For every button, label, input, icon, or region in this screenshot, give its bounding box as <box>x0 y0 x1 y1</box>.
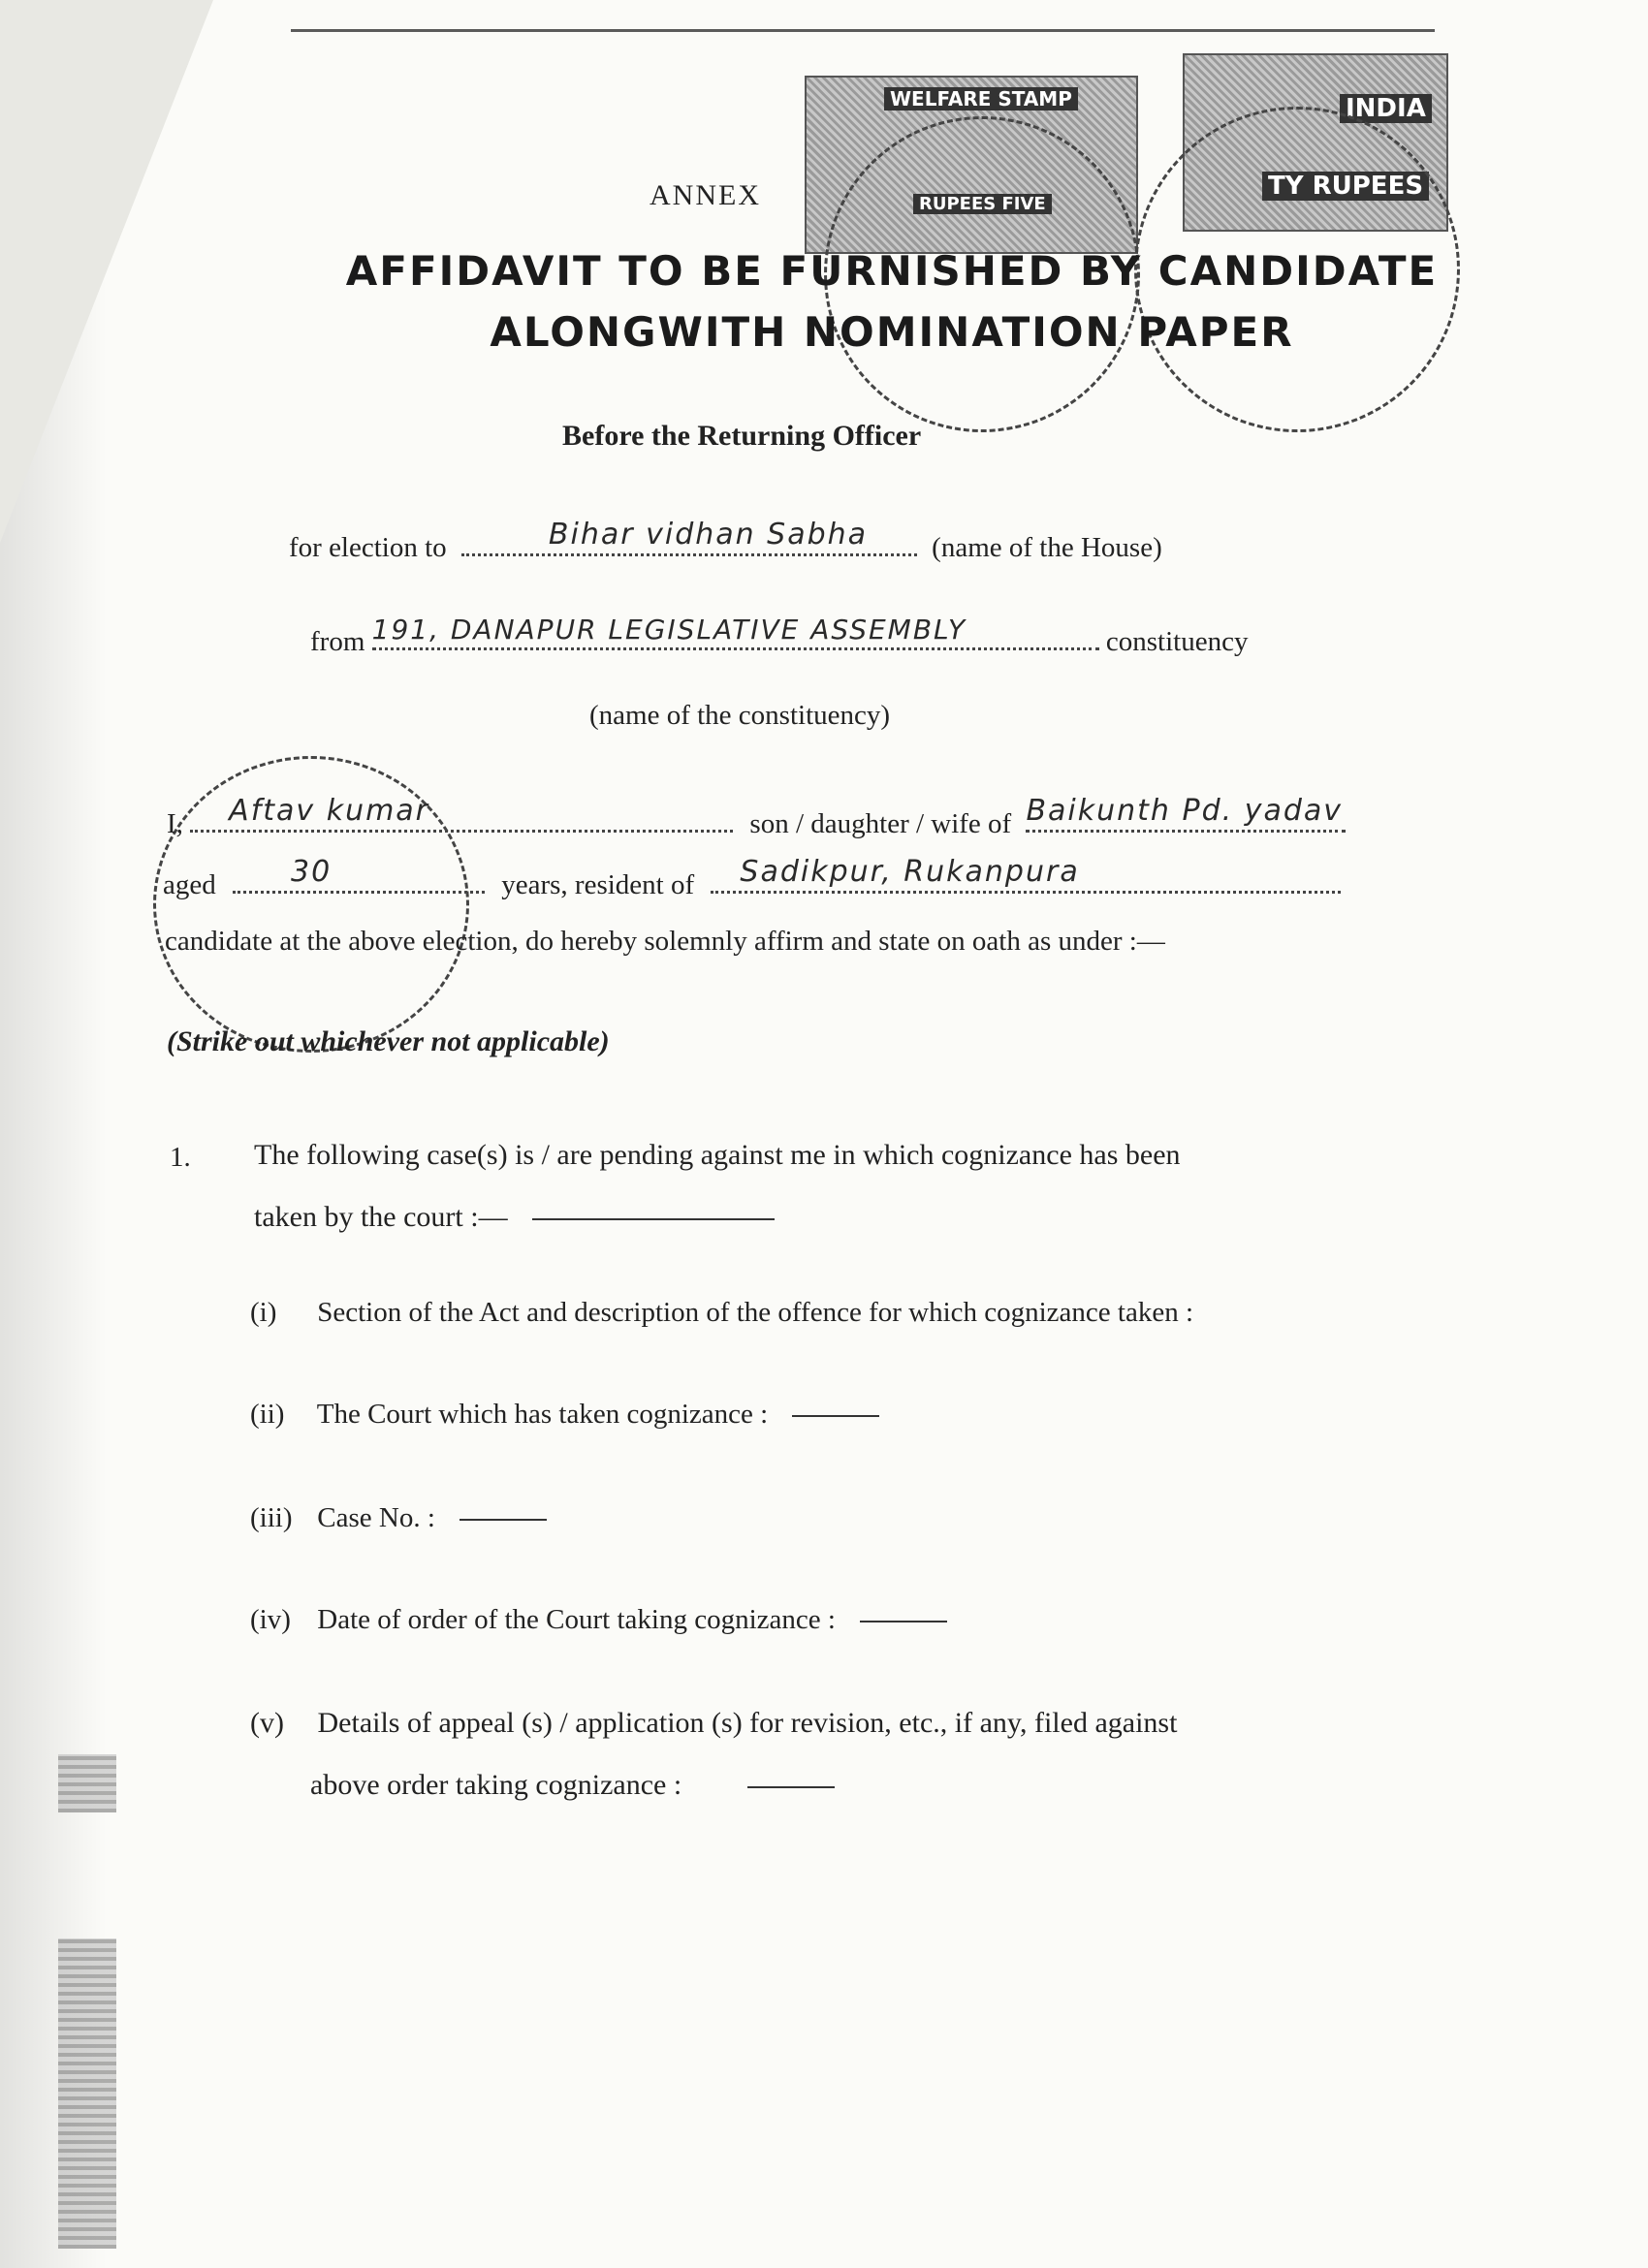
subitem-v-answer-dash <box>747 1786 835 1788</box>
residence-field[interactable] <box>711 855 1341 894</box>
parent-name: Baikunth Pd. yadav <box>1026 794 1344 828</box>
subitem-ii-number: (ii) <box>250 1399 285 1430</box>
court-fee-stamp-value: TY RUPEES <box>1262 172 1429 201</box>
subitem-ii <box>250 1399 879 1431</box>
annex-label: ANNEX <box>650 179 761 211</box>
strike-out-note: (Strike out whichever not applicable) <box>167 1025 610 1057</box>
from-prefix: from <box>310 626 365 657</box>
scan-smudge-1 <box>58 1754 116 1812</box>
deponent-name: Aftav kumar <box>229 794 430 828</box>
subitem-i-text: Section of the Act and description of the offence for which cognizance taken : <box>317 1297 1194 1328</box>
subitem-iii-answer-dash <box>460 1519 547 1521</box>
residence-value: Sadikpur, Rukanpura <box>740 855 1080 889</box>
election-suffix: (name of the House) <box>932 532 1162 563</box>
parent-field[interactable] <box>1026 794 1346 833</box>
subitem-iv-answer-dash <box>860 1621 947 1622</box>
name-field[interactable] <box>190 794 733 833</box>
document-title-line1: AFFIDAVIT TO BE FURNISHED BY CANDIDATE <box>345 247 1439 295</box>
subitem-iv-number: (iv) <box>250 1604 291 1635</box>
subitem-ii-answer-dash <box>792 1415 879 1417</box>
relation-label: son / daughter / wife of <box>749 808 1012 839</box>
subitem-ii-text: The Court which has taken cognizance : <box>316 1399 769 1430</box>
document-title-line2: ALONGWITH NOMINATION PAPER <box>490 308 1294 356</box>
deponent-prefix: I, <box>167 808 183 839</box>
resident-label: years, resident of <box>501 869 695 900</box>
election-value: Bihar vidhan Sabha <box>548 518 869 551</box>
item1-answer-dash <box>532 1218 775 1220</box>
item1-number: 1. <box>170 1142 191 1173</box>
constituency-suffix: constituency <box>1105 626 1249 657</box>
subitem-v-number: (v) <box>250 1707 284 1739</box>
subitem-iii-text: Case No. : <box>317 1502 435 1533</box>
age-residence-line <box>163 855 1341 901</box>
constituency-value: 191, DANAPUR LEGISLATIVE ASSEMBLY <box>371 614 967 646</box>
subitem-i-number: (i) <box>250 1297 277 1328</box>
subitem-iv <box>250 1604 947 1636</box>
subitem-v-line2-wrap <box>250 1754 1177 1816</box>
election-line <box>289 518 1162 564</box>
item1-text-line2-wrap <box>254 1186 1181 1248</box>
item1-text <box>254 1124 1181 1248</box>
scan-smudge-2 <box>58 1938 116 2249</box>
subitem-i <box>250 1297 1193 1329</box>
top-edge-line <box>291 29 1435 42</box>
subitem-v-text: Details of appeal (s) / application (s) for revision, etc., if any, filed against <box>317 1707 1178 1739</box>
returning-officer-heading: Before the Returning Officer <box>562 420 922 452</box>
item1-text-line2: taken by the court :— <box>254 1201 508 1233</box>
aged-label: aged <box>163 869 216 900</box>
election-prefix: for election to <box>289 532 447 563</box>
deponent-line <box>167 794 1346 840</box>
court-fee-stamp-country: INDIA <box>1340 94 1432 123</box>
constituency-caption: (name of the constituency) <box>589 700 891 731</box>
constituency-field[interactable] <box>371 614 1099 650</box>
election-field[interactable] <box>461 518 917 556</box>
subitem-v-line2: above order taking cognizance : <box>310 1769 682 1801</box>
age-value: 30 <box>291 855 333 889</box>
welfare-stamp-value: RUPEES FIVE <box>913 194 1052 214</box>
subitem-v-line1 <box>250 1692 1177 1754</box>
subitem-iii <box>250 1502 547 1534</box>
constituency-line <box>310 614 1249 658</box>
oath-statement: candidate at the above election, do hereby solemnly affirm and state on oath as under :— <box>165 926 1165 957</box>
subitem-v <box>250 1692 1177 1816</box>
welfare-stamp-label: WELFARE STAMP <box>884 87 1078 110</box>
subitem-iv-text: Date of order of the Court taking cognizance : <box>317 1604 836 1635</box>
item1-text-line1: The following case(s) is / are pending against me in which cognizance has been <box>254 1139 1181 1171</box>
age-field[interactable] <box>233 855 485 894</box>
subitem-iii-number: (iii) <box>250 1502 293 1533</box>
